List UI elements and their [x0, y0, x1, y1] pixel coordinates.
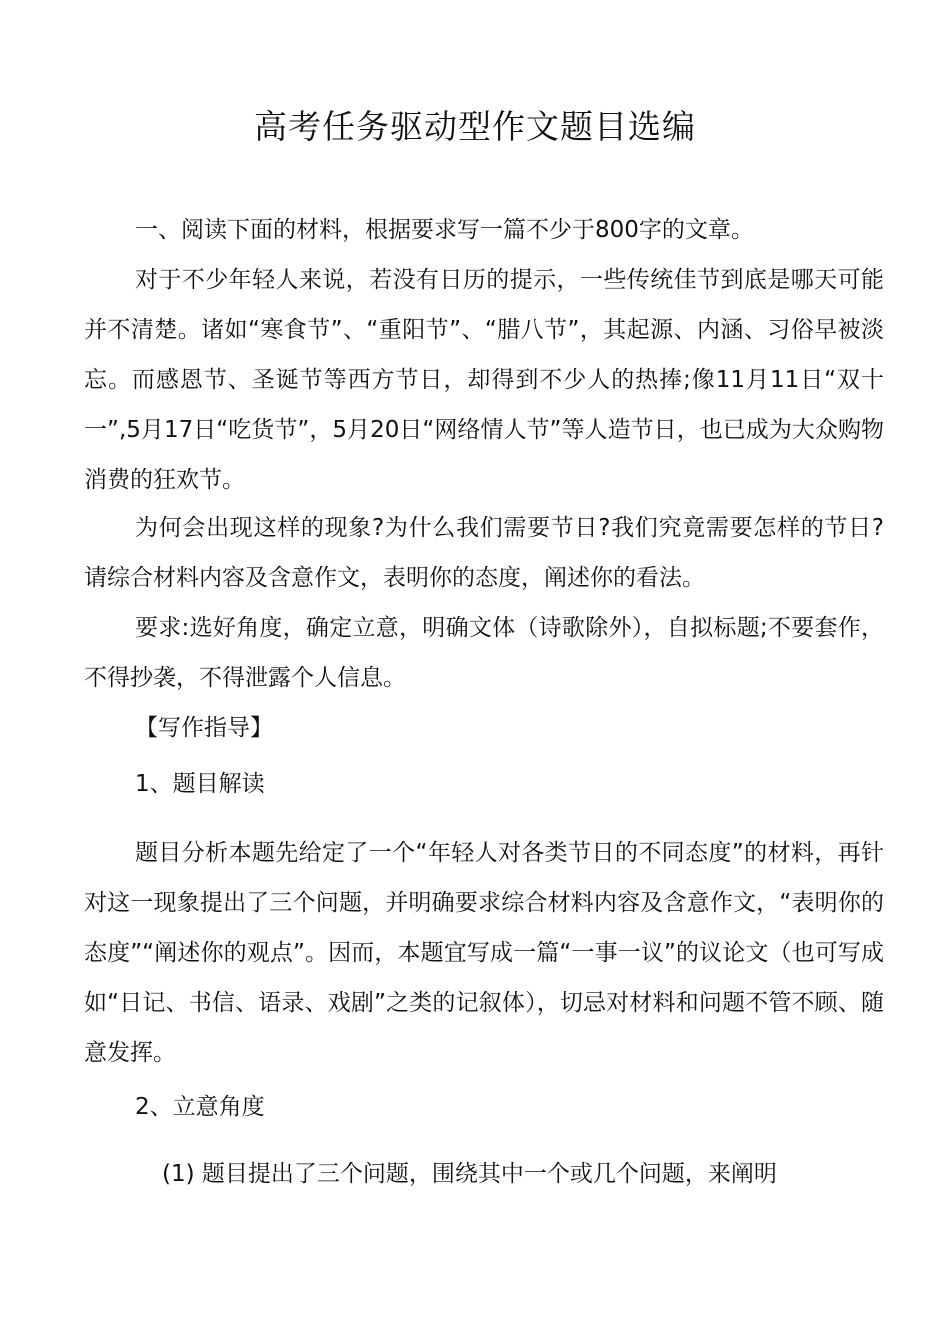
requirements-paragraph: 要求:选好角度，确定立意，明确文体（诗歌除外），自拟标题;不要套作，不得抄袭，不得泄露个人信息。	[84, 615, 884, 691]
document-title: 高考任务驱动型作文题目选编	[254, 107, 696, 146]
section-heading-writing-guide: 【写作指导】	[135, 715, 273, 741]
subheading-topic-interpretation: 1、题目解读	[135, 771, 265, 797]
angle-point-1: (1) 题目提出了三个问题，围绕其中一个或几个问题，来阐明	[162, 1161, 777, 1187]
subheading-angle: 2、立意角度	[135, 1094, 265, 1120]
task-instruction: 一、阅读下面的材料，根据要求写一篇不少于800字的文章。	[135, 217, 754, 243]
question-paragraph: 为何会出现这样的现象?为什么我们需要节日?我们究竟需要怎样的节日?请综合材料内容及含意作文，表明你的态度，阐述你的看法。	[84, 515, 884, 591]
material-paragraph: 对于不少年轻人来说，若没有日历的提示，一些传统佳节到底是哪天可能并不清楚。诸如“寒食节”、“重阳节”、“腊八节”，其起源、内涵、习俗早被淡忘。而感恩节、圣诞节等西方节日，却得到不少人的热捧;像11月11日“双十一”,5月17日“吃货节”，5月20日“网络情人节”等人造节日，也已成为大众购物消费的狂欢节。	[84, 267, 884, 493]
analysis-paragraph: 题目分析本题先给定了一个“年轻人对各类节日的不同态度”的材料，再针对这一现象提出了三个问题，并明确要求综合材料内容及含意作文，“表明你的态度”“阐述你的观点”。因而，本题宜写成一篇“一事一议”的议论文（也可写成如“日记、书信、语录、戏剧”之类的记叙体），切忌对材料和问题不管不顾、随意发挥。	[84, 840, 884, 1066]
